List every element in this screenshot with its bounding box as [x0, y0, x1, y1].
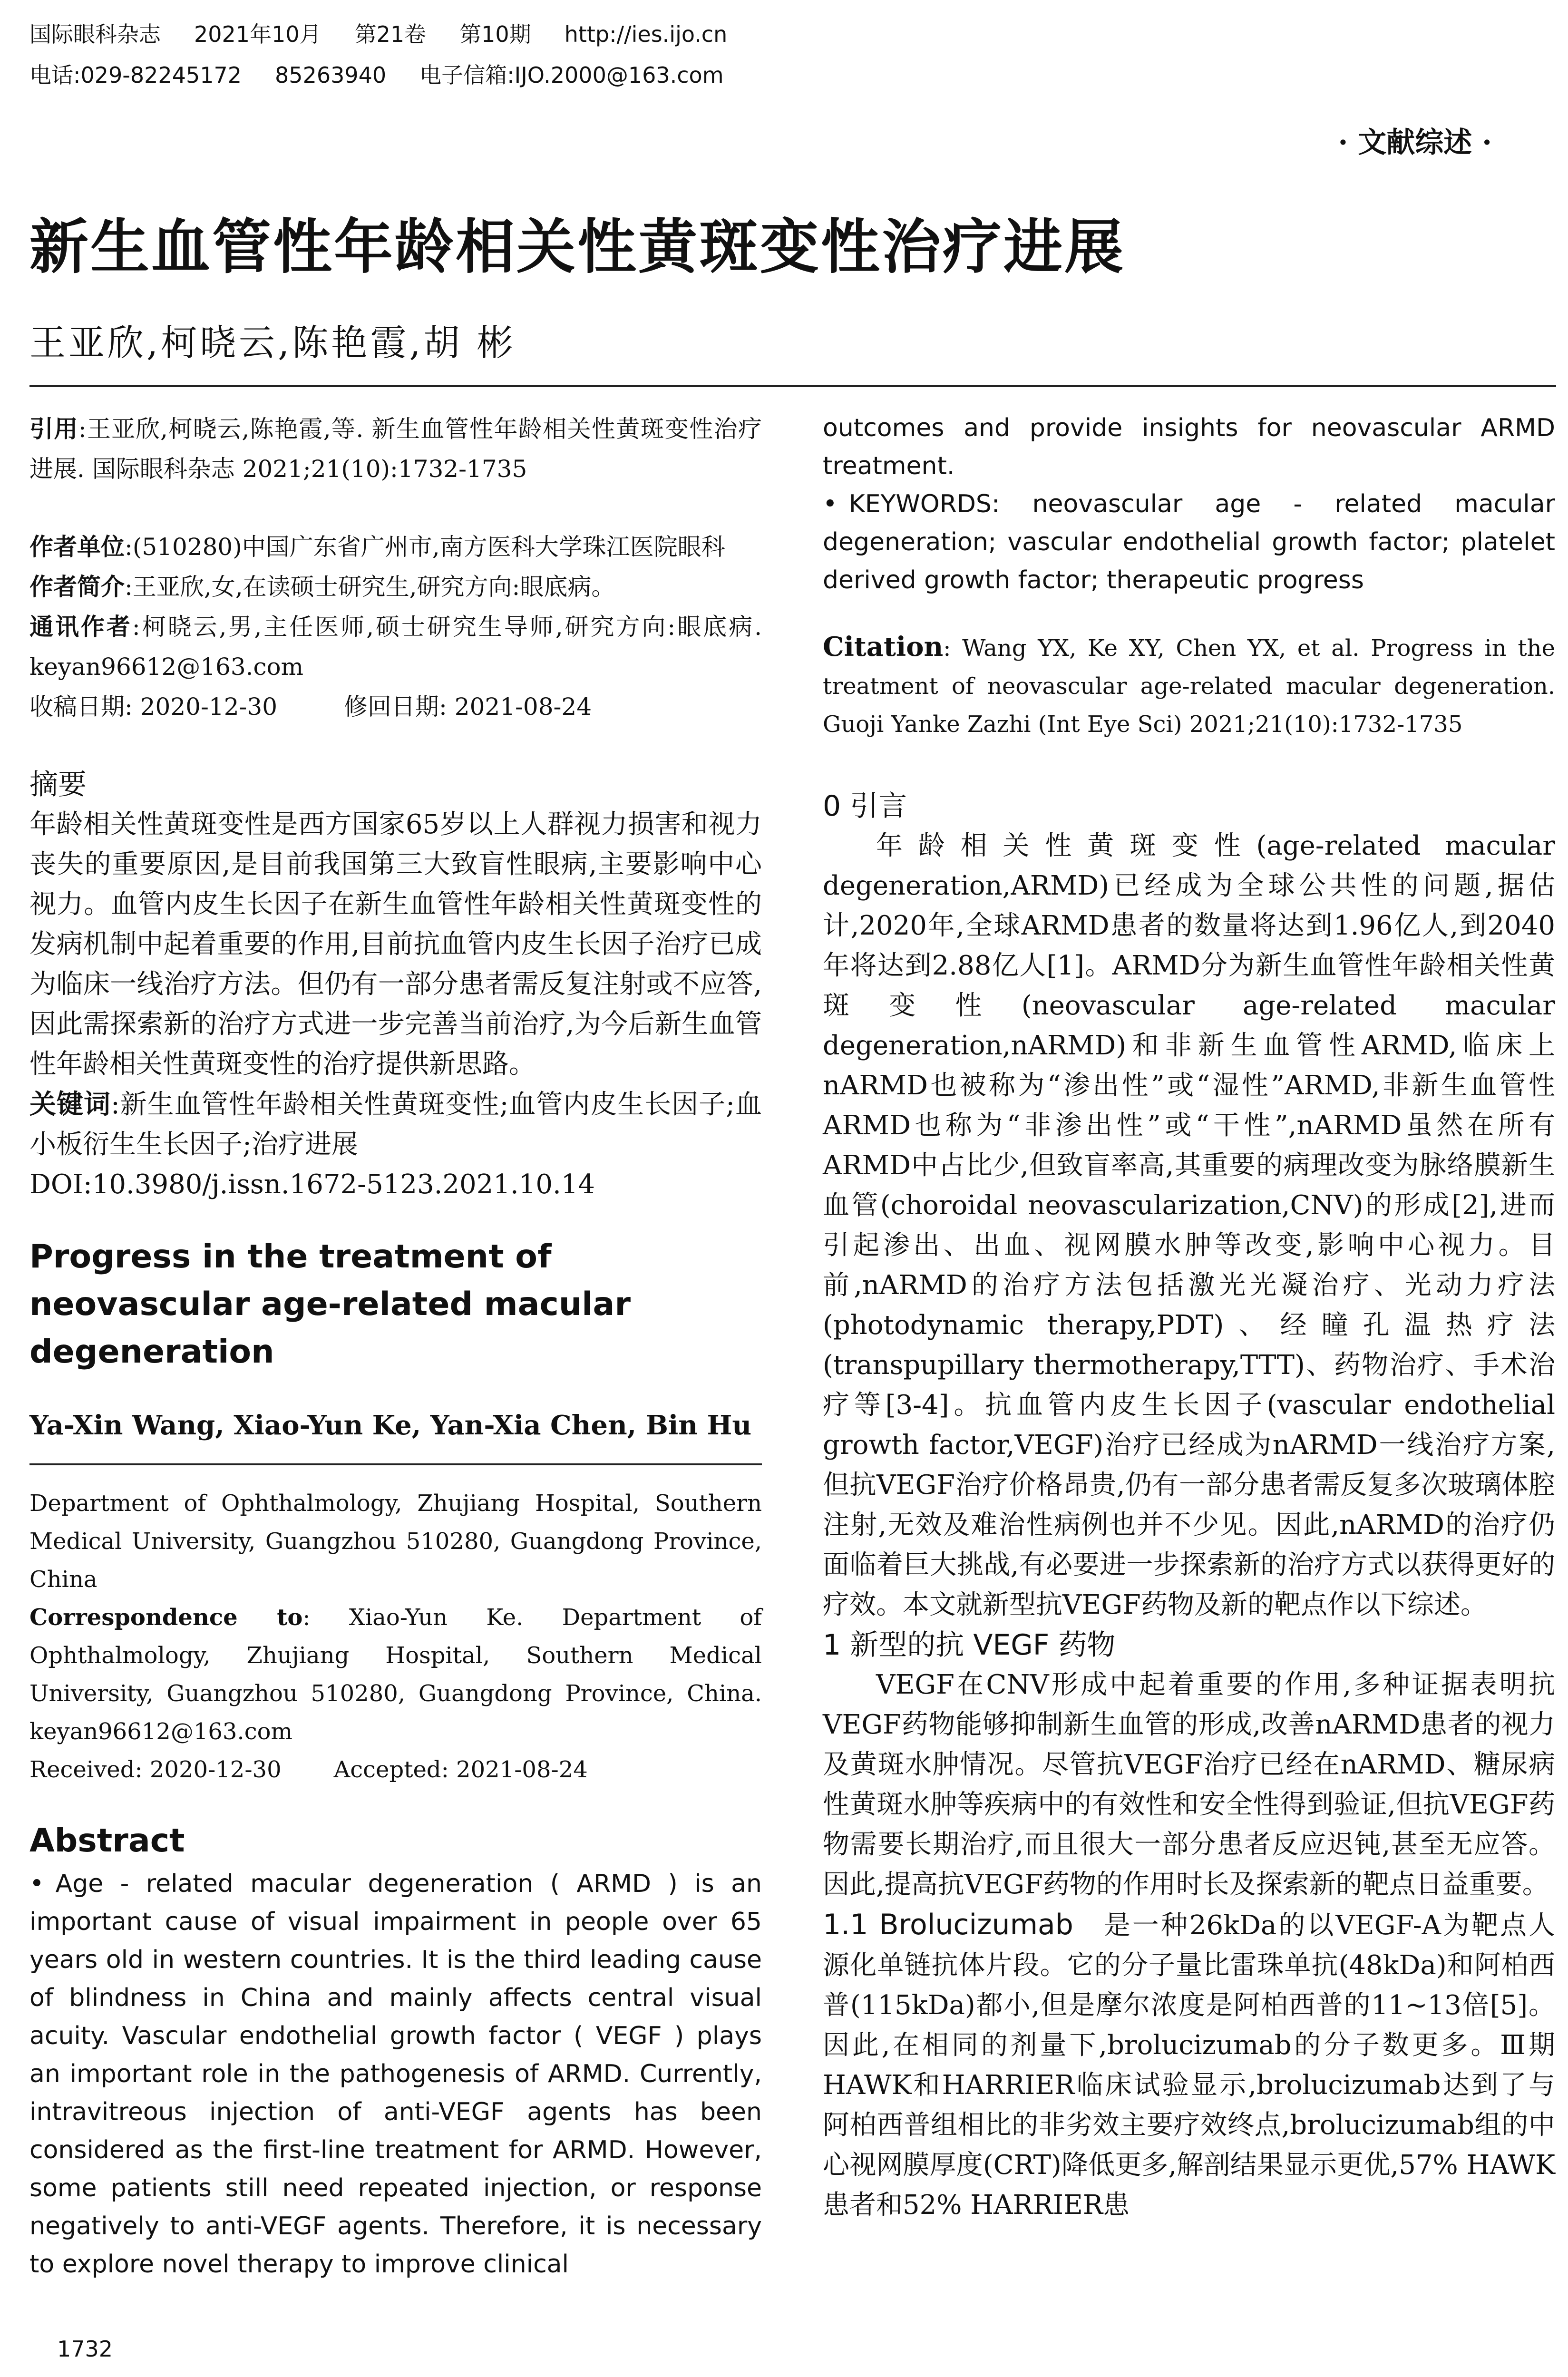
authors-en: Ya-Xin Wang, Xiao-Yun Ke, Yan-Xia Chen, Bin Hu: [29, 1410, 752, 1441]
journal-name: 国际眼科杂志: [29, 21, 161, 47]
journal-url[interactable]: http://ies.ijo.cn: [564, 21, 728, 47]
abstract-en-heading: Abstract: [29, 1822, 185, 1860]
received-date-cn: 收稿日期: 2020-12-30: [29, 693, 278, 721]
citation-cn-label: 引用: [29, 415, 78, 443]
correspondence-en-text: : Xiao-Yun Ke. Department of Ophthalmology, Zhujiang Hospital, Southern Medical University, Guangzhou 510280, Guangdong Province, China. keyan96612@163.com: [29, 1604, 762, 1745]
bullet-icon: •: [823, 490, 838, 518]
section-1-1: [823, 1905, 1555, 2225]
section-tag: · 文献综述 ·: [1338, 126, 1492, 159]
citation-cn: [29, 409, 762, 489]
dates-en: [29, 1751, 762, 1789]
correspondence-en: [29, 1598, 762, 1751]
keywords-en: [823, 485, 1555, 599]
section-1-1-heading: 1.1 Brolucizumab: [823, 1908, 1073, 1941]
journal-phone-2: 85263940: [275, 62, 387, 88]
author-bio-text: :王亚欣,女,在读硕士研究生,研究方向:眼底病。: [125, 573, 615, 601]
citation-en-label: Citation: [823, 631, 944, 662]
abstract-cn-heading: 摘要: [29, 768, 87, 801]
journal-email[interactable]: 电子信箱:IJO.2000@163.com: [419, 62, 724, 88]
section-1-text: VEGF在CNV形成中起着重要的作用,多种证据表明抗VEGF药物能够抑制新生血管的形成,改善nARMD患者的视力及黄斑水肿情况。尽管抗VEGF治疗已经在nARMD、糖尿病性黄斑水肿等疾病中的有效性和安全性得到验证,但抗VEGF药物需要长期治疗,而且很大一部分患者反应迟钝,甚至无应答。因此,提高抗VEGF药物的作用时长及探索新的靶点日益重要。: [823, 1669, 1555, 1900]
authors-en-divider: [29, 1463, 762, 1465]
author-bio-label: 作者简介: [29, 573, 125, 601]
issue-number: 第10期: [459, 21, 531, 47]
journal-phone: 电话:029-82245172: [29, 62, 242, 88]
volume: 第21卷: [354, 21, 427, 47]
keywords-cn-text: :新生血管性年龄相关性黄斑变性;血管内皮生长因子;血小板衍生生长因子;治疗进展: [29, 1089, 762, 1160]
citation-en: [823, 628, 1555, 743]
journal-header-line2: [29, 60, 757, 90]
left-column: [29, 409, 762, 2283]
revised-date-cn: 修回日期: 2021-08-24: [344, 693, 592, 721]
affiliation-cn: [29, 527, 762, 567]
page-number: 1732: [57, 2336, 113, 2362]
title-divider: [29, 385, 1556, 387]
keywords-cn: [29, 1084, 762, 1165]
affiliation-cn-label: 作者单位: [29, 533, 125, 561]
intro-text: 年龄相关性黄斑变性(age-related macular degeneration,ARMD)已经成为全球公共性的问题,据估计,2020年,全球ARMD患者的数量将达到1.96亿人,到2040年将达到2.88亿人[1]。ARMD分为新生血管性年龄相关性黄斑变性(neovascular age-related macular degeneration,nARMD)和非新生血管性ARMD,临床上nARMD也被称为“渗出性”或“湿性”ARMD,非新生血管性ARMD也称为“非渗出性”或“干性”,nARMD虽然在所有ARMD中占比少,但致盲率高,其重要的病理改变为脉络膜新生血管(choroidal neovascularization,CNV)的形成[2],进而引起渗出、出血、视网膜水肿等改变,影响中心视力。目前,nARMD的治疗方法包括激光光凝治疗、光动力疗法(photodynamic therapy,PDT)、经瞳孔温热疗法(transpupillary thermotherapy,TTT)、药物治疗、手术治疗等[3-4]。抗血管内皮生长因子(vascular endothelial growth factor,VEGF)治疗已经成为nARMD一线治疗方案,但抗VEGF治疗价格昂贵,仍有一部分患者需反复多次玻璃体腔注射,无效及难治性病例也并不少见。因此,nARMD的治疗仍面临着巨大挑战,有必要进一步探索新的治疗方式以获得更好的疗效。本文就新型抗VEGF药物及新的靶点作以下综述。: [823, 830, 1555, 1620]
abstract-cn-text: 年龄相关性黄斑变性是西方国家65岁以上人群视力损害和视力丧失的重要原因,是目前我国第三大致盲性眼病,主要影响中心视力。血管内皮生长因子在新生血管性年龄相关性黄斑变性的发病机制中起着重要的作用,目前抗血管内皮生长因子治疗已成为临床一线治疗方法。但仍有一部分患者需反复注射或不应答,因此需探索新的治疗方式进一步完善当前治疗,为今后新生血管性年龄相关性黄斑变性的治疗提供新思路。: [29, 809, 762, 1080]
abstract-en-body: Age - related macular degeneration ( ARMD ) is an important cause of visual impairment in people over 65 years old in western countries. It is the third leading cause of blindness in China and mainly affects central visual acuity. Vascular endothelial growth factor ( VEGF ) plays an important role in the pathogenesis of ARMD. Currently, intravitreous injection of anti-VEGF agents has been considered as the first-line treatment for ARMD. However, some patients still need repeated injection, or response negatively to anti-VEGF agents. Therefore, it is necessary to explore novel therapy to improve clinical: [29, 1870, 762, 2279]
article-authors: 王亚欣,柯晓云,陈艳霞,胡 彬: [29, 321, 516, 364]
department-en: Department of Ophthalmology, Zhujiang Hospital, Southern Medical University, Guangzhou 510280, Guangdong Province, China: [29, 1490, 762, 1593]
citation-cn-text: :王亚欣,柯晓云,陈艳霞,等. 新生血管性年龄相关性黄斑变性治疗进展. 国际眼科杂志 2021;21(10):1732-1735: [29, 415, 762, 483]
intro-heading: 0 引言: [823, 789, 907, 823]
section-1-1-text: 是一种26kDa的以VEGF-A为靶点人源化单链抗体片段。它的分子量比雷珠单抗(48kDa)和阿柏西普(115kDa)都小,但是摩尔浓度是阿柏西普的11~13倍[5]。因此,在相同的剂量下,brolucizumab的分子数更多。Ⅲ期HAWK和HARRIER临床试验显示,brolucizumab达到了与阿柏西普组相比的非劣效主要疗效终点,brolucizumab组的中心视网膜厚度(CRT)降低更多,解剖结果显示更优,57% HAWK患者和52% HARRIER患: [823, 1910, 1556, 2221]
keywords-cn-label: 关键词: [29, 1089, 111, 1120]
correspondence-en-label: Correspondence to: [29, 1604, 303, 1631]
doi[interactable]: DOI:10.3980/j.issn.1672-5123.2021.10.14: [29, 1169, 595, 1200]
corresponding-cn-label: 通讯作者: [29, 613, 132, 641]
section-1-heading: 1 新型的抗 VEGF 药物: [823, 1628, 1116, 1662]
article-title: 新生血管性年龄相关性黄斑变性治疗进展: [29, 213, 1126, 282]
affiliation-cn-text: :(510280)中国广东省广州市,南方医科大学珠江医院眼科: [125, 533, 725, 561]
dates-cn: [29, 687, 762, 727]
citation-en-text: : Wang YX, Ke XY, Chen YX, et al. Progress in the treatment of neovascular age-related macular degeneration. Guoji Yanke Zazhi (Int Eye Sci) 2021;21(10):1732-1735: [823, 635, 1555, 738]
journal-header-line1: [29, 19, 760, 49]
keywords-en-text: KEYWORDS: neovascular age - related macular degeneration; vascular endothelial growth factor; platelet derived growth factor; therapeutic progress: [823, 490, 1555, 594]
author-bio-cn: [29, 567, 762, 607]
accepted-date-en: Accepted: 2021-08-24: [333, 1756, 588, 1783]
right-column: [823, 409, 1555, 2225]
issue-date: 2021年10月: [194, 21, 321, 47]
bullet-icon: •: [29, 1870, 44, 1898]
abstract-en-text: [29, 1865, 762, 2283]
corresponding-cn: [29, 607, 762, 687]
received-date-en: Received: 2020-12-30: [29, 1756, 282, 1783]
corresponding-cn-text: :柯晓云,男,主任医师,硕士研究生导师,研究方向:眼底病. keyan96612@163.com: [29, 613, 762, 681]
title-en: Progress in the treatment of neovascular age-related macular degeneration: [29, 1238, 631, 1371]
abstract-en-continued: outcomes and provide insights for neovascular ARMD treatment.: [823, 414, 1555, 480]
